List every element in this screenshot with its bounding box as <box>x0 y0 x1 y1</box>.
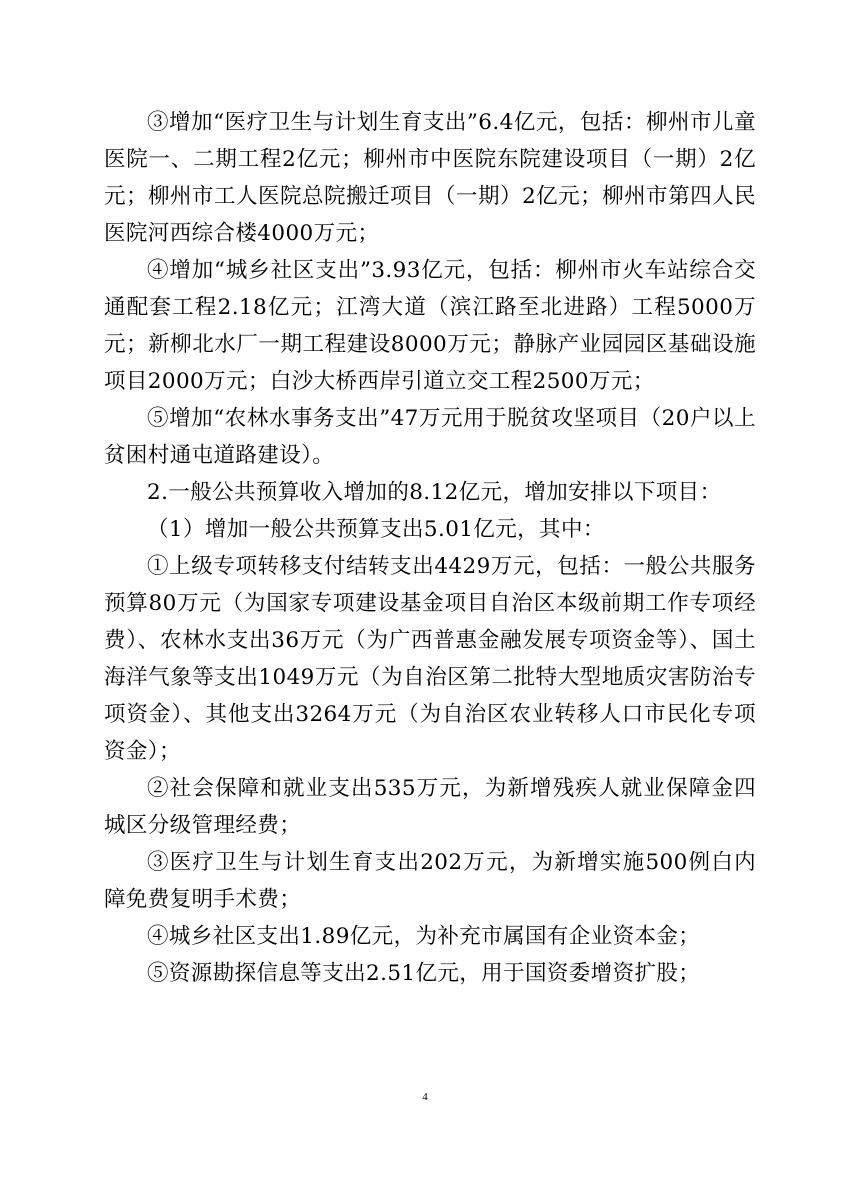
paragraph-subsection-1-heading: （1）增加一般公共预算支出5.01亿元，其中： <box>147 517 605 542</box>
paragraph-social-security: ②社会保障和就业支出535万元，为新增残疾人就业保障金四城区分级管理经费； <box>104 776 756 838</box>
paragraph-soe-capital: ④城乡社区支出1.89亿元，为补充市属国有企业资本金； <box>147 924 701 949</box>
paragraph-medical-health: ③增加“医疗卫生与计划生育支出”6.4亿元，包括：柳州市儿童医院一、二期工程2亿元；柳州市中医院东院建设项目（一期）2亿元；柳州市工人医院总院搬迁项目（一期）2亿元；柳州市第四人民医院河西综合楼4000万元； <box>104 110 756 246</box>
paragraph-section-2-heading: 2.一般公共预算收入增加的8.12亿元，增加安排以下项目： <box>147 480 722 505</box>
paragraph-urban-rural-community: ④增加“城乡社区支出”3.93亿元，包括：柳州市火车站综合交通配套工程2.18亿元；江湾大道（滨江路至北进路）工程5000万元；新柳北水厂一期工程建设8000万元；静脉产业园园区基础设施项目2000万元；白沙大桥西岸引道立交工程2500万元； <box>104 258 756 394</box>
document-body <box>104 104 756 992</box>
paragraph-resource-exploration: ⑤资源勘探信息等支出2.51亿元，用于国资委增资扩股； <box>147 961 701 986</box>
paragraph-special-transfer-payment: ①上级专项转移支付结转支出4429万元，包括：一般公共服务预算80万元（为国家专项建设基金项目自治区本级前期工作专项经费）、农林水支出36万元（为广西普惠金融发展专项资金等）、国土海洋气象等支出1049万元（为自治区第二批特大型地质灾害防治专项资金）、其他支出3264万元（为自治区农业转移人口市民化专项资金）； <box>104 554 756 764</box>
paragraph-agriculture-water: ⑤增加“农林水事务支出”47万元用于脱贫攻坚项目（20户以上贫困村通屯道路建设）。 <box>104 406 756 468</box>
paragraph-cataract-surgery: ③医疗卫生与计划生育支出202万元，为新增实施500例白内障免费复明手术费； <box>104 850 756 912</box>
page-number: 4 <box>422 1091 428 1103</box>
